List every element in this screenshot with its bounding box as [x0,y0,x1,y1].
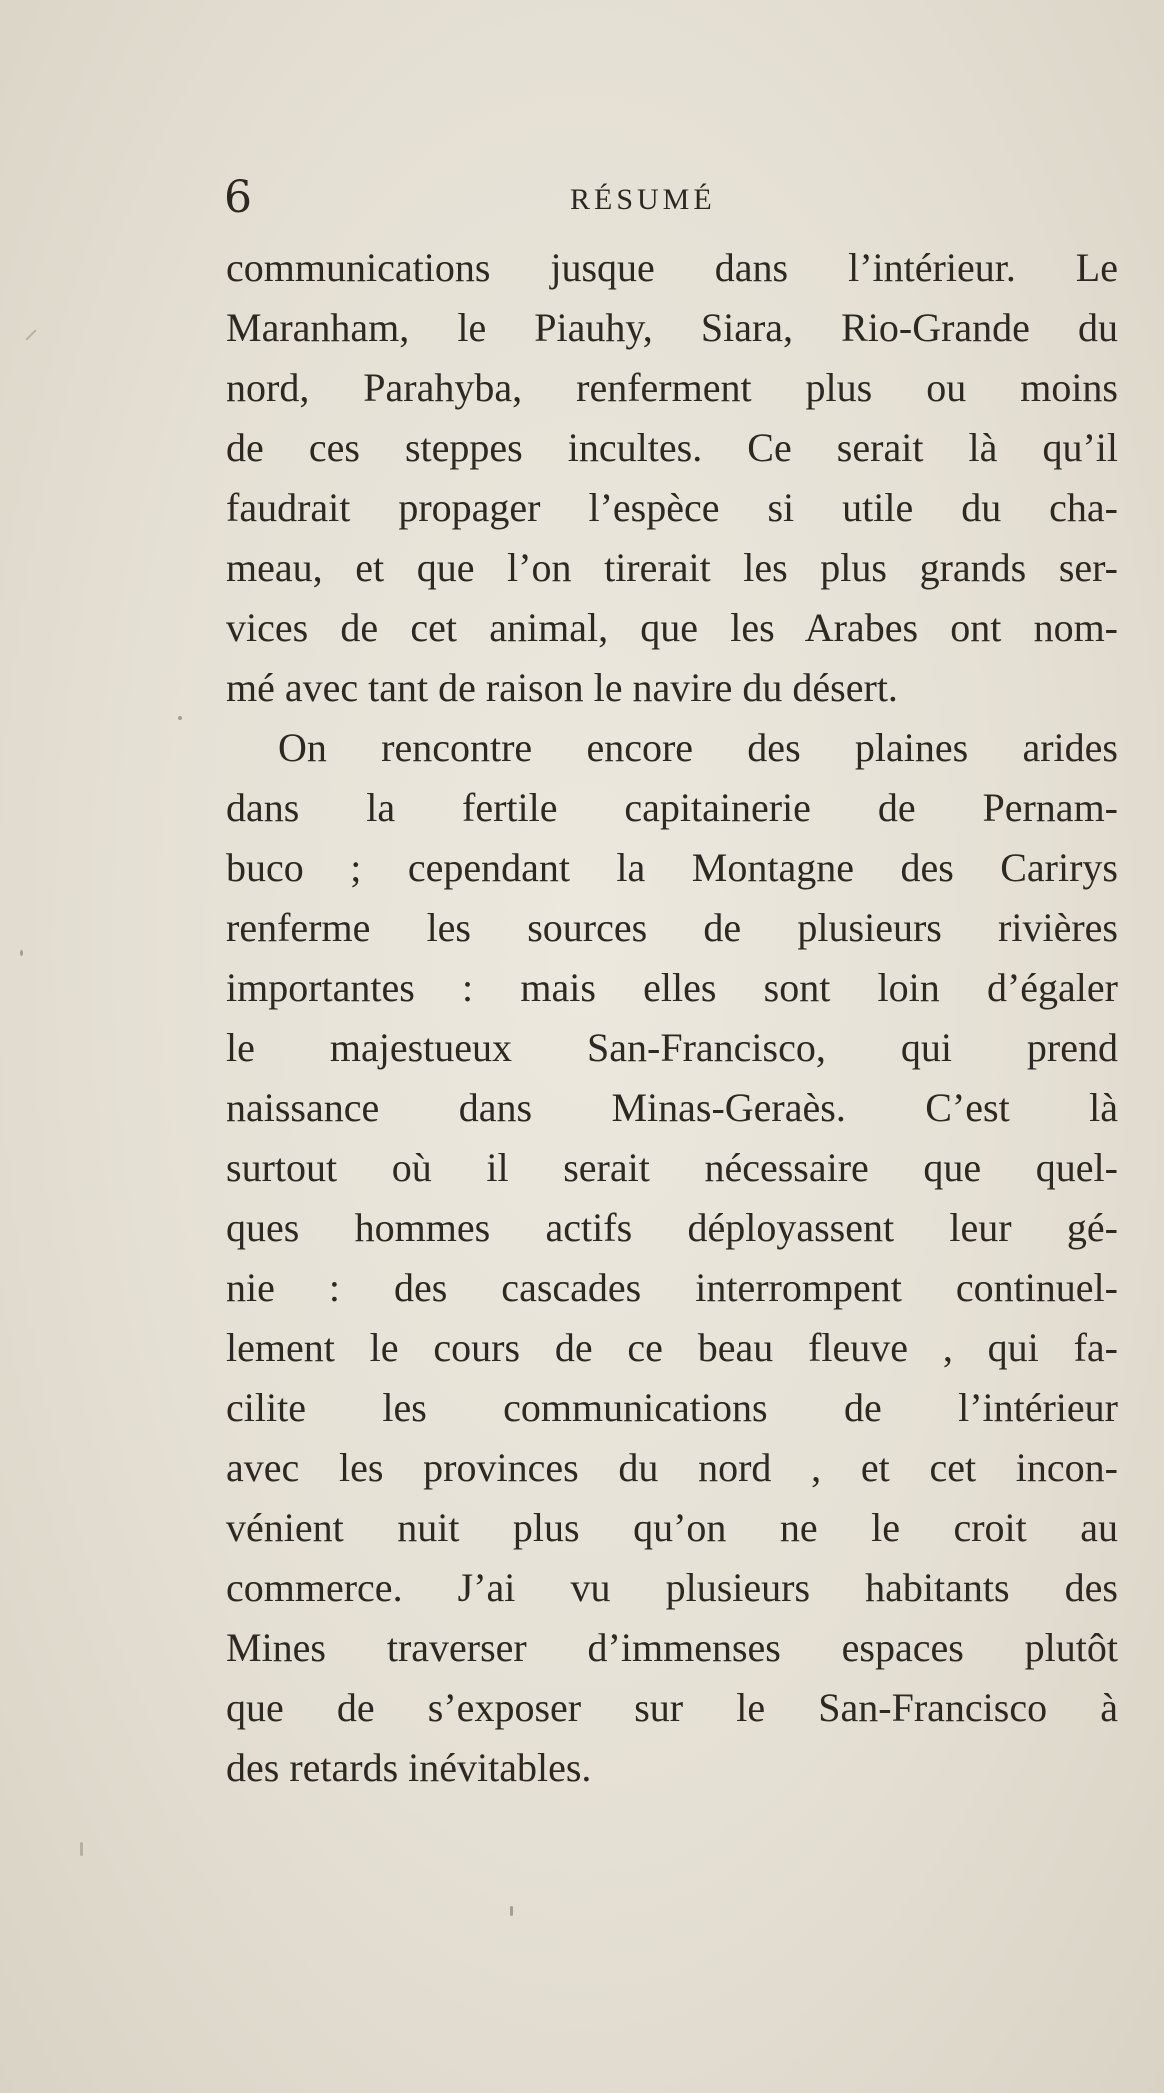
text-line: importantes : mais elles sont loin d’égaler [226,965,1118,1010]
text-line: renferme les sources de plusieurs rivières [226,905,1118,950]
paper-speck [178,716,182,720]
text-line: meau, et que l’on tirerait les plus grands ser- [226,545,1118,590]
paper-speck [25,329,36,340]
text-line: Maranham, le Piauhy, Siara, Rio-Grande du [226,305,1118,350]
text-line: mé avec tant de raison le navire du désert. [226,665,898,710]
text-line: que de s’exposer sur le San-Francisco à [226,1685,1118,1730]
text-line: faudrait propager l’espèce si utile du cha- [226,485,1118,530]
text-line: On rencontre encore des plaines arides [278,725,1118,770]
text-line: surtout où il serait nécessaire que quel- [226,1145,1118,1190]
text-line: de ces steppes incultes. Ce serait là qu’il [226,425,1118,470]
text-line: communications jusque dans l’intérieur. Le [226,245,1118,290]
text-line: cilite les communications de l’intérieur [226,1385,1118,1430]
page-number: 6 [224,172,252,223]
text-line: commerce. J’ai vu plusieurs habitants des [226,1565,1118,1610]
body-text [226,238,1118,1798]
page-header [224,172,1114,224]
paragraph-1 [226,238,1118,718]
text-line: ques hommes actifs déployassent leur gé- [226,1205,1118,1250]
paper-speck [510,1906,513,1916]
text-line: le majestueux San-Francisco, qui prend [226,1025,1118,1070]
text-line: avec les provinces du nord , et cet incon- [226,1445,1118,1490]
text-line: naissance dans Minas-Geraès. C’est là [226,1085,1118,1130]
text-line: dans la fertile capitainerie de Pernam- [226,785,1118,830]
text-line: des retards inévitables. [226,1745,592,1790]
text-line: nord, Parahyba, renferment plus ou moins [226,365,1118,410]
text-line: buco ; cependant la Montagne des Carirys [226,845,1118,890]
paper-speck [80,1842,83,1856]
text-line: Mines traverser d’immenses espaces plutôt [226,1625,1118,1670]
text-line: nie : des cascades interrompent continuel- [226,1265,1118,1310]
paragraph-2 [226,718,1118,1798]
text-line: lement le cours de ce beau fleuve , qui fa- [226,1325,1118,1370]
paper-speck [20,950,23,956]
text-line: vices de cet animal, que les Arabes ont nom- [226,605,1118,650]
running-head: RÉSUMÉ [570,183,716,216]
text-line: vénient nuit plus qu’on ne le croit au [226,1505,1118,1550]
